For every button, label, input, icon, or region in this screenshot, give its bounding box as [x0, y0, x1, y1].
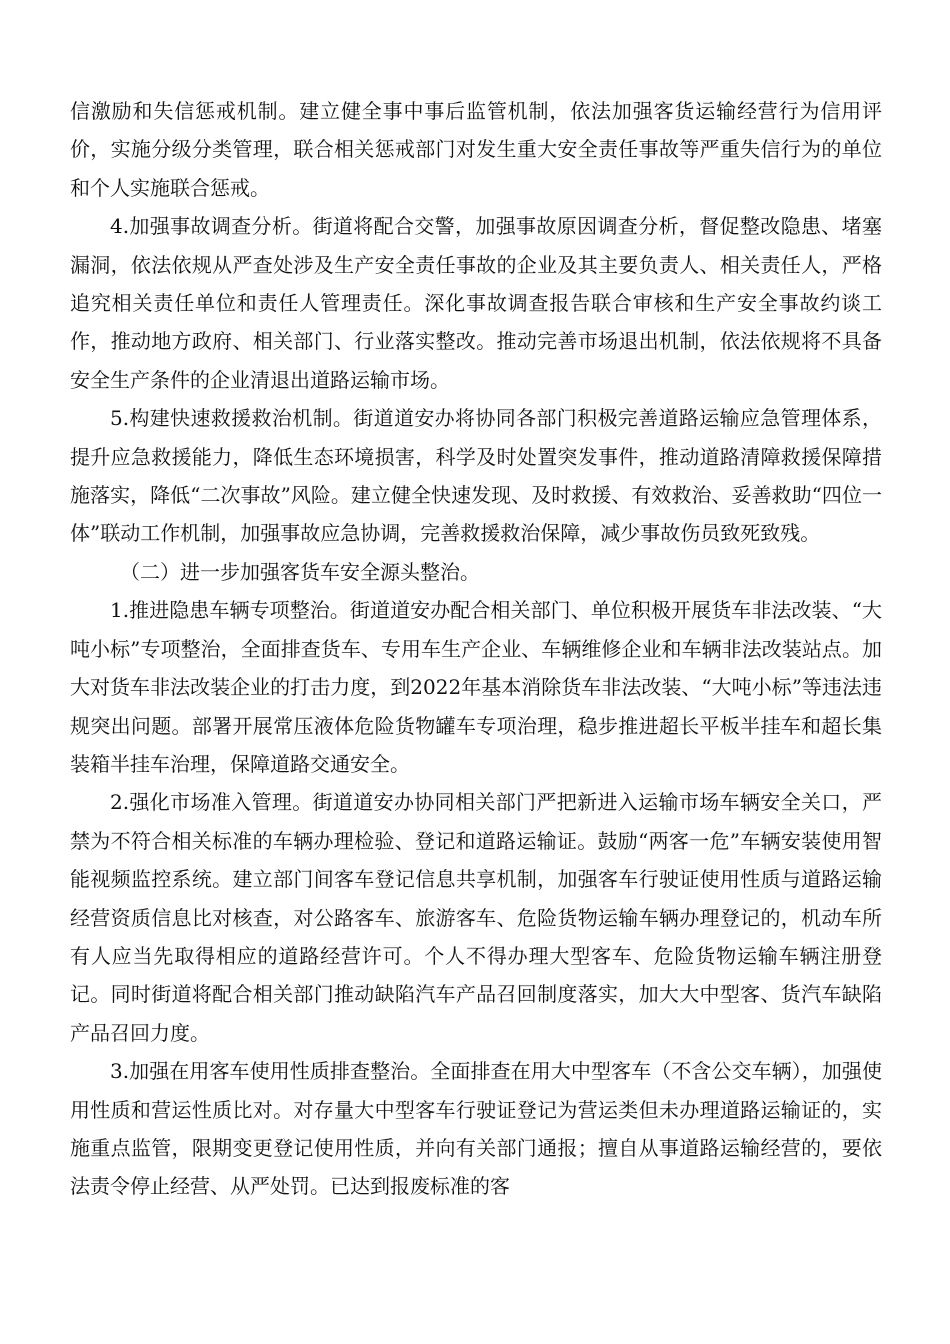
section-heading: （二）进一步加强客货车安全源头整治。	[120, 559, 480, 584]
paragraph-passenger-vehicle-inspection: 3.加强在用客车使用性质排查整治。全面排查在用大中型客车（不含公交车辆），加强使用性质和营运性质比对。对存量大中型客车行驶证登记为营运类但未办理道路运输证的，实施重点监管，限期变更登记使用性质，并向有关部门通报；擅自从事道路运输经营的，要依法责令停止经营、从严处罚。已达到报废标准的客	[70, 1059, 882, 1199]
paragraph-market-access: 2.强化市场准入管理。街道道安办协同相关部门严把新进入运输市场车辆安全关口，严禁为不符合相关标准的车辆办理检验、登记和道路运输证。鼓励“两客一危”车辆安装使用智能视频监控系统。建立部门间客车登记信息共享机制，加强客车行驶证使用性质与道路运输经营资质信息比对核查，对公路客车、旅游客车、危险货物运输车辆办理登记的，机动车所有人应当先取得相应的道路经营许可。个人不得办理大型客车、危险货物运输车辆注册登记。同时街道将配合相关部门推动缺陷汽车产品召回制度落实，加大大中型客、货汽车缺陷产品召回力度。	[70, 790, 882, 1045]
paragraph-accident-investigation: 4.加强事故调查分析。街道将配合交警，加强事故原因调查分析，督促整改隐患、堵塞漏洞，依法依规从严查处涉及生产安全责任事故的企业及其主要负责人、相关责任人，严格追究相关责任单位和责任人管理责任。深化事故调查报告联合审核和生产安全事故约谈工作，推动地方政府、相关部门、行业落实整改。推动完善市场退出机制，依法依规将不具备安全生产条件的企业清退出道路运输市场。	[70, 214, 882, 392]
paragraph-hazard-vehicles: 1.推进隐患车辆专项整治。街道道安办配合相关部门、单位积极开展货车非法改装、“大吨小标”专项整治，全面排查货车、专用车生产企业、车辆维修企业和车辆非法改装站点。加大对货车非法改装企业的打击力度，到2022年基本消除货车非法改装、“大吨小标”等违法违规突出问题。部署开展常压液体危险货物罐车专项治理，稳步推进超长平板半挂车和超长集装箱半挂车治理，保障道路交通安全。	[70, 598, 882, 776]
document-body	[70, 92, 882, 1206]
paragraph-rescue-mechanism: 5.构建快速救援救治机制。街道道安办将协同各部门积极完善道路运输应急管理体系，提升应急救援能力，降低生态环境损害，科学及时处置突发事件，推动道路清障救援保障措施落实，降低“二次事故”风险。建立健全快速发现、及时救援、有效救治、妥善救助“四位一体”联动工作机制，加强事故应急协调，完善救援救治保障，减少事故伤员致死致残。	[70, 406, 882, 546]
paragraph-continuation: 信激励和失信惩戒机制。建立健全事中事后监管机制，依法加强客货运输经营行为信用评价，实施分级分类管理，联合相关惩戒部门对发生重大安全责任事故等严重失信行为的单位和个人实施联合惩戒。	[70, 99, 882, 200]
